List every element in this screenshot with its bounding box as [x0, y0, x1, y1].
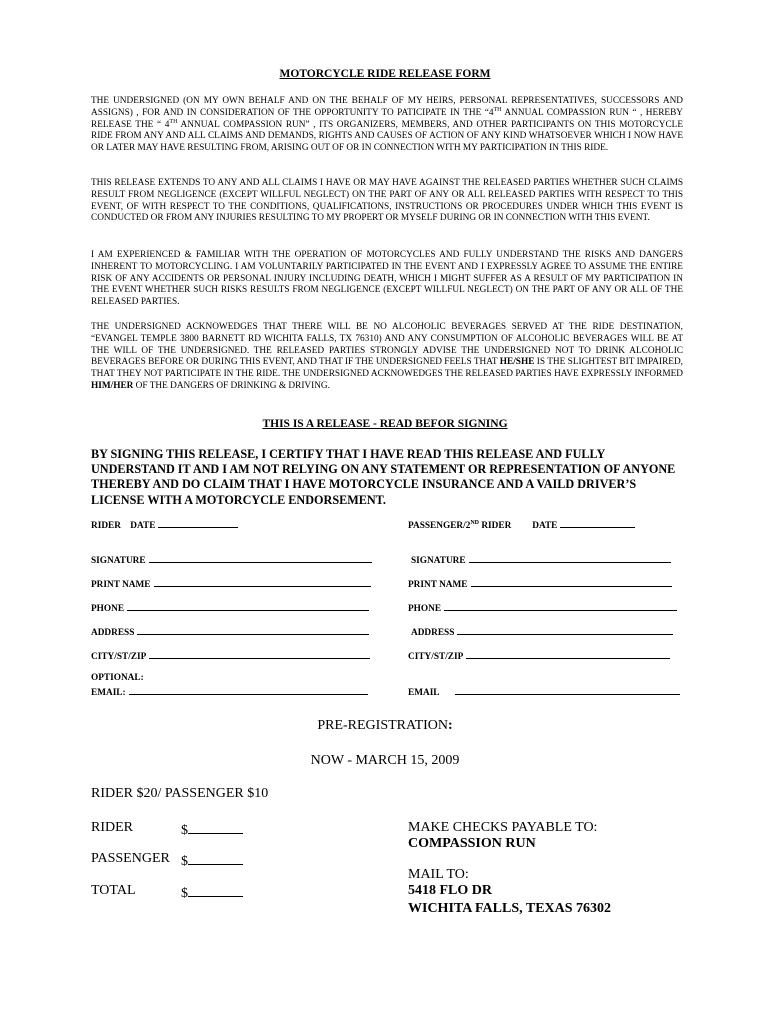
p1-text-c: ANNUAL COMPASSION RUN” , ITS ORGANIZERS, MEMBERS, AND OTHER PARTICIPANTS ON THIS MOTORCYCLE RIDE FROM ANY AND ALL CLAIMS AND DEMANDS, RIGHTS AND CAUSES OF ACTION OF ANY KIND WHATSOEVER WHICH I NOW HAVE OR LATER MAY HAVE RESULTING FROM, ARISING OUT OF OR IN CONNECTION WITH MY PARTICIPATION IN THIS RIDE.	[91, 119, 684, 154]
total-fee-label: TOTAL	[91, 883, 136, 898]
p1-text-b: ANNUAL COMPASSION RUN “ , HEREBY RELEASE THE “ 4	[91, 107, 683, 130]
rider-email-field[interactable]	[91, 685, 368, 698]
rider-fee-field[interactable]	[181, 820, 243, 839]
p4-bold-1: HE/SHE	[499, 357, 535, 368]
passenger-fee-label: PASSENGER	[91, 851, 170, 866]
rider-signature-label: SIGNATURE	[91, 556, 146, 566]
rider-signature-field[interactable]	[91, 553, 372, 566]
prereg-title-text: PRE-REGISTRATION	[317, 718, 448, 733]
rider-email-line[interactable]	[129, 685, 368, 695]
passenger-email-field[interactable]	[408, 685, 680, 698]
rider-fee-line[interactable]	[188, 820, 243, 834]
passenger-date-label: DATE	[532, 521, 558, 531]
rider-city-label: CITY/ST/ZIP	[91, 652, 147, 662]
passenger-email-label: EMAIL	[408, 688, 440, 698]
passenger-rider-label: RIDER	[479, 521, 512, 531]
rider-phone-line[interactable]	[127, 601, 369, 611]
passenger-fee-line[interactable]	[188, 851, 243, 865]
prereg-dates: NOW - MARCH 15, 2009	[310, 753, 460, 768]
mail-address-line2: WICHITA FALLS, TEXAS 76302	[408, 901, 612, 916]
passenger-signature-line[interactable]	[469, 553, 671, 563]
passenger-city-field[interactable]	[408, 649, 670, 662]
passenger-print-name-field[interactable]	[408, 577, 672, 590]
passenger-print-name-line[interactable]	[471, 577, 672, 587]
passenger-city-label: CITY/ST/ZIP	[408, 652, 464, 662]
checks-payable-to: COMPASSION RUN	[408, 836, 536, 851]
paragraph-release	[91, 96, 683, 155]
passenger-dollar: $	[181, 854, 188, 869]
rider-label: RIDER	[91, 521, 121, 531]
p1-text-a: THE UNDERSIGNED (ON MY OWN BEHALF AND ON THE BEHALF OF MY HEIRS, PERSONAL REPRESENTATIVES, SUCCESSORS AND ASSIGNS) , FOR AND IN CONSIDERATION OF THE OPPORTUNITY TO PATICIPATE IN THE “4	[91, 96, 683, 118]
passenger-address-field[interactable]	[411, 625, 673, 638]
paragraph-claims: THIS RELEASE EXTENDS TO ANY AND ALL CLAIMS I HAVE OR MAY HAVE AGAINST THE RELEASED PARTIES WHETHER SUCH CLAIMS RESULT FROM NEGLIGENCE (EXCEPT WILLFUL NEGLECT) ON THE PART OF ANY OR ALL RELEASED PARTIES WITH RESPECT TO THIS EVENT, OF WITH RESPECT TO THE CONDITIONS, QUALIFICATIONS, INSTRUCTIONS OR PROCEDURES UNDER WHICH THIS EVENT IS CONDUCTED OR FROM ANY INJURIES RESULTING TO MY PROPERT OR MYSELF DURING OR IN CONNECTION WITH THIS EVENT.	[91, 178, 683, 224]
passenger-sup: ND	[470, 519, 480, 526]
total-dollar: $	[181, 886, 188, 901]
form-title: MOTORCYCLE RIDE RELEASE FORM	[279, 68, 491, 80]
passenger-fee-field[interactable]	[181, 851, 243, 870]
p1-sup-1: TH	[493, 106, 502, 113]
total-fee-field[interactable]	[181, 883, 243, 902]
passenger-phone-line[interactable]	[444, 601, 677, 611]
certification-statement: BY SIGNING THIS RELEASE, I CERTIFY THAT I HAVE READ THIS RELEASE AND FULLY UNDERSTAND IT AND I AM NOT RELYING ON ANY STATEMENT OR REPRESENTATION OF ANYONE THEREBY AND DO CLAIM THAT I HAVE MOTORCYCLE INSURANCE AND A VAILD DRIVER’S LICENSE WITH A MOTORCYCLE ENDORSEMENT.	[91, 447, 676, 507]
prereg-title-colon: :	[448, 718, 453, 733]
passenger-email-line[interactable]	[455, 685, 680, 695]
rider-phone-field[interactable]	[91, 601, 369, 614]
mail-to-label: MAIL TO:	[408, 867, 469, 882]
p4-text-b: IS THE SLIGHTEST BIT IMPAIRED, THAT THEY NOT PARTICIPATE IN THE RIDE. THE UNDERSIGNED ACKNOWEDGES THE RELEASED PARTIES HAVE EXPRESSLY INFORMED	[91, 357, 683, 380]
paragraph-experience: I AM EXPERIENCED & FAMILIAR WITH THE OPERATION OF MOTORCYCLES AND FULLY UNDERSTAND THE RISKS AND DANGERS INHERENT TO MOTORCYCLING. I AM VOLUNTARILY PARTICIPATED IN THE EVENT AND I EXPRESSLY AGREE TO ASSUME THE ENTIRE RISK OF ANY ACCIDENTS OR PERSONAL INJURY INCLUDING DEATH, WHICH I MIGHT SUFFER AS A RESULT OF MY PARTICIPATION IN THE EVENT WHETHER SUCH RISKS RESULTS FROM NEGLIGENCE (EXCEPT WILLFUL NEGLECT) ON THE PART OF ANY OR ALL OF THE RELEASED PARTIES.	[91, 250, 683, 308]
rider-phone-label: PHONE	[91, 604, 125, 614]
passenger-label: PASSENGER/2	[408, 521, 471, 531]
passenger-city-line[interactable]	[466, 649, 670, 659]
passenger-phone-label: PHONE	[408, 604, 442, 614]
release-heading: THIS IS A RELEASE - READ BEFOR SIGNING	[262, 418, 508, 430]
rider-city-field[interactable]	[91, 649, 370, 662]
prices-line: RIDER $20/ PASSENGER $10	[91, 786, 269, 801]
rider-address-label: ADDRESS	[91, 628, 135, 638]
rider-fee-label: RIDER	[91, 820, 133, 835]
passenger-print-name-label: PRINT NAME	[408, 580, 468, 590]
passenger-address-line[interactable]	[457, 625, 673, 635]
p4-text-c: OF THE DANGERS OF DRINKING & DRIVING.	[133, 380, 330, 391]
checks-payable-label: MAKE CHECKS PAYABLE TO:	[408, 820, 598, 835]
p4-bold-2: HIM/HER	[91, 380, 134, 391]
rider-dollar: $	[181, 823, 188, 838]
passenger-date-line[interactable]	[560, 518, 635, 528]
rider-print-name-line[interactable]	[154, 577, 371, 587]
paragraph-alcohol	[91, 322, 683, 393]
passenger-phone-field[interactable]	[408, 601, 677, 614]
rider-email-label: EMAIL:	[91, 688, 126, 698]
passenger-date-field[interactable]	[408, 518, 635, 531]
mail-address-line1: 5418 FLO DR	[408, 883, 492, 898]
rider-address-field[interactable]	[91, 625, 369, 638]
rider-date-field[interactable]	[91, 518, 238, 531]
rider-print-name-label: PRINT NAME	[91, 580, 151, 590]
p4-text-a: THE UNDERSIGNED ACKNOWEDGES THAT THERE WILL BE NO ALCOHOLIC BEVERAGES SERVED AT THE RIDE DESTINATION, “EVANGEL TEMPLE 3800 BARNETT RD WICHITA FALLS, TX 76310) AND ANY CONSUMPTION OF ALCOHOLIC BEVERAGES WILL BE AT THE WILL OF THE UNDERSIGNED. THE RELEASED PARTIES STRONGLY ADVISE THE UNDERSIGNED NOT TO DRINK ALCOHOLIC BEVERAGES BEFORE OR DURING THIS EVENT, AND THAT IF THE UNDERSIGNED FEELS THAT	[91, 322, 683, 368]
total-fee-line[interactable]	[188, 883, 243, 897]
rider-date-line[interactable]	[158, 518, 238, 528]
p1-sup-2: TH	[169, 118, 178, 125]
passenger-address-label: ADDRESS	[411, 628, 455, 638]
rider-print-name-field[interactable]	[91, 577, 371, 590]
rider-city-line[interactable]	[149, 649, 370, 659]
passenger-signature-field[interactable]	[411, 553, 671, 566]
passenger-signature-label: SIGNATURE	[411, 556, 466, 566]
prereg-title	[0, 718, 770, 734]
rider-signature-line[interactable]	[149, 553, 372, 563]
rider-address-line[interactable]	[137, 625, 369, 635]
rider-date-label: DATE	[130, 521, 156, 531]
optional-label: OPTIONAL:	[91, 673, 144, 683]
